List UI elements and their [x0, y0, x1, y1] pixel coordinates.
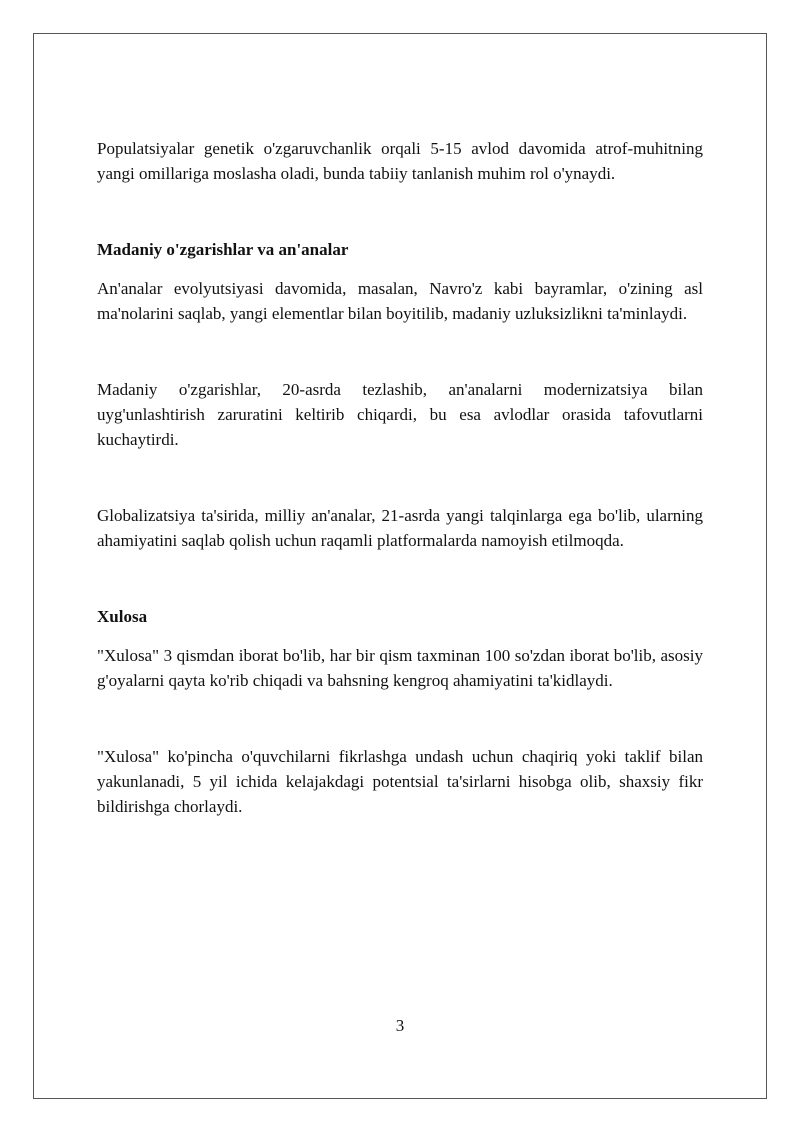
paragraph-populations: Populatsiyalar genetik o'zgaruvchanlik orqali 5-15 avlod davomida atrof-muhitning yangi omillariga moslasha oladi, bunda tabiiy tanlanish muhim rol o'ynaydi.: [97, 139, 703, 183]
paragraph-traditions-evolution: An'analar evolyutsiyasi davomida, masalan, Navro'z kabi bayramlar, o'zining asl ma'nolarini saqlab, yangi elementlar bilan boyitilib, madaniy uzluksizlikni ta'minlaydi.: [97, 279, 703, 323]
paragraph-cultural-changes: Madaniy o'zgarishlar, 20-asrda tezlashib, an'analarni modernizatsiya bilan uyg'unlashtirish zaruratini keltirib chiqardi, bu esa avlodlar orasida tafovutlarni kuchaytirdi.: [97, 380, 703, 449]
paragraph-globalization: Globalizatsiya ta'sirida, milliy an'analar, 21-asrda yangi talqinlarga ega bo'lib, ularning ahamiyatini saqlab qolish uchun raqamli platformalarda namoyish etilmoqda.: [97, 506, 703, 550]
page-number: 3: [395, 1016, 405, 1035]
paragraph-conclusion-call: "Xulosa" ko'pincha o'quvchilarni fikrlashga undash uchun chaqiriq yoki taklif bilan yakunlanadi, 5 yil ichida kelajakdagi potentsial ta'sirlarni hisobga olib, shaxsiy fikr bildirishga chorlaydi.: [97, 747, 703, 816]
paragraph-conclusion-structure: "Xulosa" 3 qismdan iborat bo'lib, har bir qism taxminan 100 so'zdan iborat bo'lib, asosiy g'oyalarni qayta ko'rib chiqadi va bahsning kengroq ahamiyatini ta'kidlaydi.: [97, 646, 703, 690]
page-content: [97, 136, 703, 819]
heading-cultural-changes: Madaniy o'zgarishlar va an'analar: [97, 240, 349, 259]
heading-conclusion: Xulosa: [97, 607, 148, 626]
